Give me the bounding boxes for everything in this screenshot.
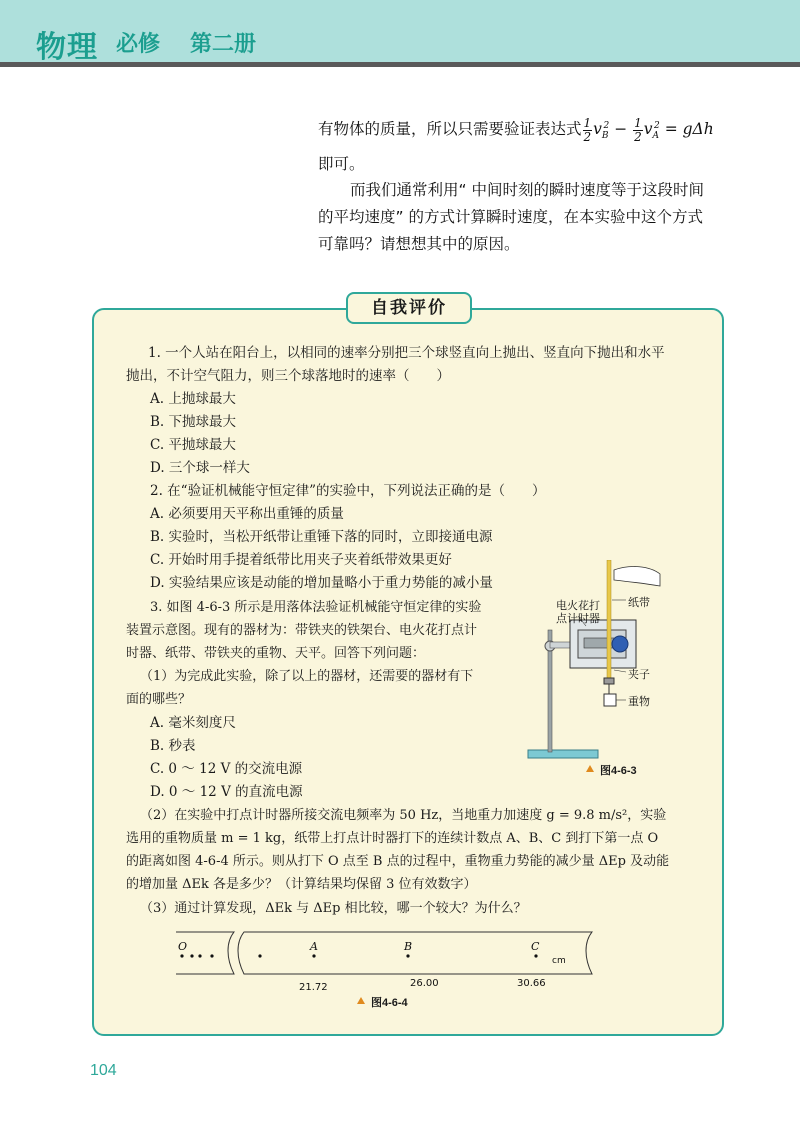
- caption-marker-icon: [586, 765, 594, 772]
- label-clip: 夹子: [628, 668, 650, 681]
- stand-base: [528, 750, 598, 758]
- tape-dot: [210, 954, 213, 957]
- prose-line-2: 即可。: [318, 155, 365, 173]
- q3-1-option-a: A. 毫米刻度尺: [150, 715, 236, 731]
- tape-point-a: [312, 954, 315, 957]
- leader-clip: [614, 670, 626, 672]
- spark-timer-disc: [612, 636, 628, 652]
- book-subtitle-2: 第二册: [190, 32, 257, 57]
- prose-para2-line1: 而我们通常利用“ 中间时刻的瞬时速度等于这段时间: [350, 181, 704, 199]
- minus-sign: −: [609, 120, 633, 139]
- figure-4-6-4-tape: [174, 930, 604, 980]
- hand-icon: [614, 567, 660, 586]
- point-label-o: O: [178, 940, 188, 953]
- q1-option-c: C. 平抛球最大: [150, 437, 236, 453]
- point-label-c: C: [531, 940, 540, 953]
- tape-dot: [258, 954, 261, 957]
- q2-option-d: D. 实验结果应该是动能的增加量略小于重力势能的减小量: [150, 575, 493, 591]
- q2-option-c: C. 开始时用手提着纸带比用夹子夹着纸带效果更好: [150, 552, 452, 568]
- frac-num-1: 1: [583, 115, 592, 130]
- q3-2-line2: 选用的重物质量 m = 1 kg，纸带上打点计时器打下的连续计数点 A、B、C 到打下第一点 O: [126, 831, 659, 846]
- distance-a: 21.72: [299, 982, 328, 993]
- q2-option-b: B. 实验时，当松开纸带让重锤下落的同时，立即接通电源: [150, 529, 493, 545]
- distance-c: 30.66: [517, 978, 546, 989]
- prose-line1-text: 有物体的质量，所以只需要验证表达式: [318, 120, 582, 139]
- label-timer-1: 电火花打: [556, 599, 600, 612]
- q3-stem-line3: 时器、纸带、带铁夹的重物、天平。回答下列问题：: [126, 646, 426, 661]
- weight-block: [604, 694, 616, 706]
- sup-2-a: 2: [654, 121, 660, 131]
- formula-rhs: = gΔh: [659, 120, 714, 139]
- figure-4-6-3-caption: 图4-6-3: [600, 765, 637, 777]
- var-vb: v: [593, 120, 602, 139]
- prose-para2-line2: 的平均速度” 的方式计算瞬时速度，在本实验中这个方式: [318, 208, 703, 226]
- tape-point-o: [180, 954, 183, 957]
- tape-dot: [190, 954, 193, 957]
- book-subtitle-1: 必修: [116, 32, 161, 57]
- unit-label: cm: [552, 956, 566, 966]
- tape-clip: [604, 678, 614, 684]
- frac-den-2: 2: [634, 129, 642, 144]
- q3-stem-line2: 装置示意图。现有的器材为：带铁夹的铁架台、电火花打点计: [126, 623, 478, 638]
- sub-a: A: [652, 131, 660, 142]
- prose-line-1: [318, 114, 738, 148]
- tape-left-segment: [176, 932, 234, 974]
- q3-2-line3: 的距离如图 4-6-4 所示。则从打下 O 点至 B 点的过程中，重物重力势能的减少量 ΔEp 及动能: [126, 854, 670, 869]
- q3-2-line4: 的增加量 ΔEk 各是多少？（计算结果均保留 3 位有效数字）: [126, 877, 477, 892]
- figure-4-6-4-caption: 图4-6-4: [371, 997, 408, 1009]
- q1-option-d: D. 三个球一样大: [150, 460, 250, 476]
- tape-right-segment: [238, 932, 592, 974]
- figure-4-6-3-apparatus: [520, 560, 700, 770]
- frac-den-1: 2: [583, 129, 592, 144]
- q3-stem-line1: 3. 如图 4-6-3 所示是用落体法验证机械能守恒定律的实验: [150, 600, 482, 615]
- q1-option-a: A. 上抛球最大: [150, 391, 236, 407]
- q1-stem-line1: 1. 一个人站在阳台上，以相同的速率分别把三个球竖直向上抛出、竖直向下抛出和水平: [148, 345, 665, 361]
- book-title: 物理: [36, 30, 98, 65]
- distance-b: 26.00: [410, 978, 439, 989]
- header-rule: [0, 62, 800, 67]
- energy-formula: [582, 115, 714, 144]
- q3-3-line: （3）通过计算发现，ΔEk 与 ΔEp 相比较，哪一个较大？为什么？: [140, 901, 527, 916]
- tape-dot: [198, 954, 201, 957]
- label-weight: 重物: [628, 695, 650, 708]
- q2-stem: 2. 在“验证机械能守恒定律”的实验中，下列说法正确的是（ ）: [150, 483, 546, 499]
- q3-1-option-b: B. 秒表: [150, 738, 196, 754]
- q3-1-line2: 面的哪些？: [126, 692, 192, 707]
- q3-1-option-d: D. 0 ～ 12 V 的直流电源: [150, 784, 303, 800]
- label-tape: 纸带: [628, 596, 650, 609]
- caption-marker-icon: [357, 997, 365, 1004]
- frac-num-2: 1: [634, 115, 642, 130]
- point-label-a: A: [310, 940, 318, 953]
- page-number: 104: [90, 1062, 117, 1079]
- prose-para2-line3: 可靠吗？请想想其中的原因。: [318, 235, 520, 253]
- q1-stem-line2: 抛出，不计空气阻力，则三个球落地时的速率（ ）: [126, 368, 450, 384]
- label-timer-2: 点计时器: [556, 612, 600, 625]
- q3-1-line1: （1）为完成此实验，除了以上的器材，还需要的器材有下: [140, 669, 474, 684]
- sub-b: B: [601, 131, 609, 142]
- sup-2-b: 2: [603, 121, 610, 131]
- point-label-b: B: [404, 940, 413, 953]
- q3-1-option-c: C. 0 ～ 12 V 的交流电源: [150, 761, 303, 777]
- q1-option-b: B. 下抛球最大: [150, 414, 237, 430]
- tape-point-b: [406, 954, 409, 957]
- q2-option-a: A. 必须要用天平称出重锤的质量: [150, 506, 344, 522]
- panel-title: 自我评价: [346, 292, 472, 324]
- var-va: v: [643, 120, 653, 139]
- paper-tape: [607, 560, 611, 680]
- tape-point-c: [534, 954, 537, 957]
- q3-2-line1: （2）在实验中打点计时器所接交流电频率为 50 Hz，当地重力加速度 g = 9.8 m/s²，实验: [140, 808, 667, 823]
